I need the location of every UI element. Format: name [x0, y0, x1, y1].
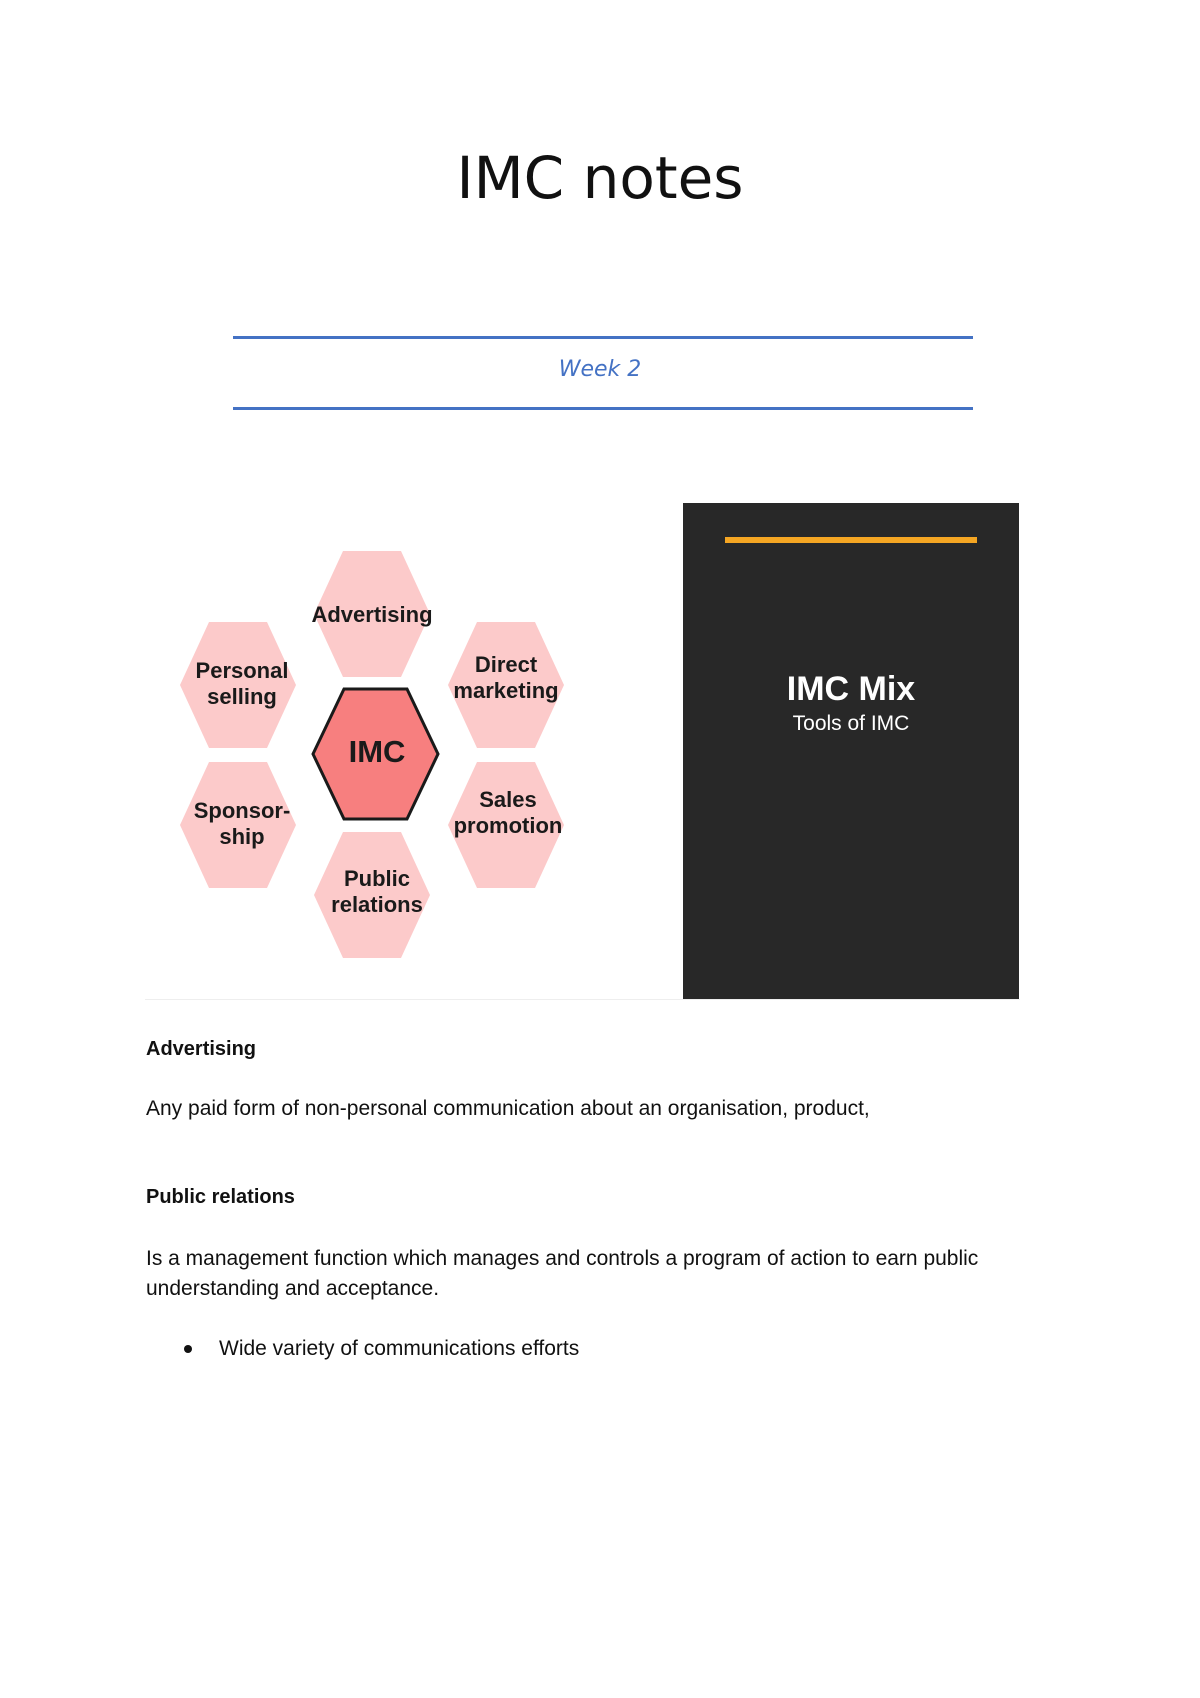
imc-hexagon-diagram [145, 503, 683, 999]
public-relations-bullets [146, 1334, 579, 1364]
sponsorship-label-line1: Sponsor- [193, 798, 291, 823]
list-item-text: Wide variety of communications efforts [219, 1337, 580, 1360]
imc-center-label: IMC [348, 734, 406, 769]
page-title: IMC notes [456, 144, 744, 212]
page-subtitle: Week 2 [558, 357, 642, 382]
personal-selling-label-line2: selling [207, 684, 277, 709]
advertising-label: Advertising [311, 602, 433, 627]
section-body-public-relations: Is a management function which manages and controls a program of action to earn public understanding and acceptance. [146, 1247, 979, 1300]
sponsorship-label-line2: ship [219, 824, 265, 849]
public-relations-label-line2: relations [331, 892, 423, 917]
panel-subtitle: Tools of IMC [792, 712, 910, 735]
imc-mix-panel [683, 503, 1019, 999]
panel-title: IMC Mix [786, 670, 916, 708]
section-heading-public-relations: Public relations [146, 1186, 295, 1208]
direct-marketing-label-line1: Direct [474, 652, 538, 677]
list-item [146, 1334, 579, 1364]
section-body-advertising: Any paid form of non-personal communication about an organisation, product, [146, 1097, 870, 1120]
direct-marketing-label-line2: marketing [453, 678, 559, 703]
section-heading-advertising: Advertising [146, 1038, 257, 1060]
sales-promotion-label-line2: promotion [453, 813, 563, 838]
imc-slide-figure [145, 503, 1020, 1000]
personal-selling-label-line1: Personal [195, 658, 289, 683]
sales-promotion-label-line1: Sales [479, 787, 537, 812]
panel-accent-bar [725, 537, 977, 543]
public-relations-label-line1: Public [343, 866, 411, 891]
bullet-icon [184, 1345, 192, 1353]
subtitle-top-rule [233, 336, 973, 339]
subtitle-bottom-rule [233, 407, 973, 410]
